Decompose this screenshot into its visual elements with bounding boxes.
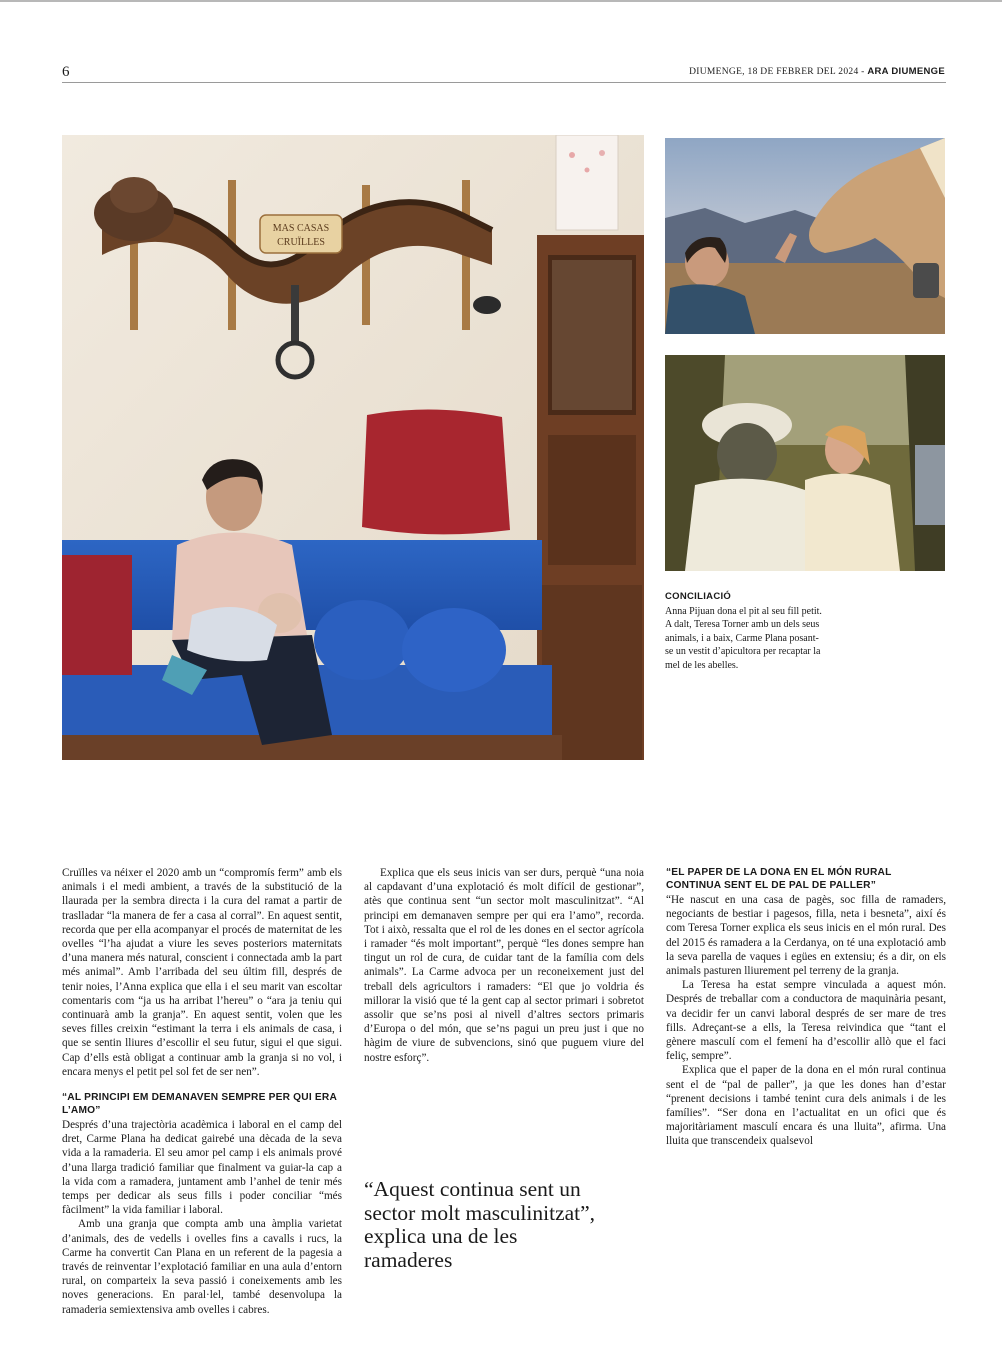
pull-quote: “Aquest continua sent un sector molt masculinitzat”, explica una de les ramaderes	[364, 1177, 596, 1272]
paragraph: Amb una granja que compta amb una àmplia varietat d’animals, des de vedells i ovelles fins a cavalls i rucs, la Carme ha convertit Can Plana en un referent de la pagesia a través de reinventar l’explotació familiar en una aula d’entorn rural, on comparteix la seva passió i coneixements amb les noves generacions. En paral·lel, també desenvolupa la ramaderia semiextensiva amb ovelles i cabres.	[62, 1218, 342, 1316]
main-photo-breastfeeding	[62, 135, 644, 760]
paragraph: La Teresa ha estat sempre vinculada a aquest món. Després de treballar com a conductora de maquinària pesant, va decidir fer un canvi laboral després de ser mare de tres fills. Adreçant-se a ells, la Teresa reivindica que “tant el gènere masculí com el femení ha d’escollir allò que el faci feliç, sempre”.	[666, 979, 946, 1063]
article-column-2	[364, 866, 644, 1065]
photo-beekeeper-suit	[665, 355, 945, 571]
header-rule	[62, 82, 946, 83]
paragraph: Explica que els seus inicis van ser durs, perquè “una noia al capdavant d’una explotació és molt difícil de gestionar”, atès que continua sent “un sector molt masculinitzat”. “Al principi em demanaven sempre per qui era l’amo”, recorda. Tot i això, ressalta que el rol de les dones en el sector agrícola i ramader “és molt important”, perquè “les dones sempre han tingut un rol de cura, de cuidar tant de la família com dels animals”. La Carme advoca per un reconeixement just del treball dels agricultors i ramaders: “El que jo voldria és millorar la visió que té la gent cap al sector primari i sobretot assolir que se’ns posi al nivell d’altres sectors primaris d’Europa o del món, que se’ns pagui un preu just i que no hàgim de viure de subvencions, sinó que puguem viure del nostre esforç”.	[364, 867, 644, 1064]
paragraph: Cruïlles va néixer el 2020 amb un “compromís ferm” amb els animals i el medi ambient, a través de la substitució de la llaurada per la sembra directa i la cura del ramat a partir de traslladar “la manera de fer a casa al corral”. En aquest sentit, recorda que per ella acompanyar el procés de maternitat de les ovelles “l’ha ajudat a viure les seves posteriors maternitats d’una manera més natural, conscient i connectada amb la part més animal”. Amb l’arribada del seu últim fill, després de tenir noies, l’Anna explica que ella i el seu marit van escoltar comentaris com “ja us ha arribat l’hereu” o “ara ja teniu qui continuarà amb la granja”. En aquest sentit, volen que les seves filles creixin “estimant la terra i els animals de casa, i que se sentin lliures d’escollir el seu futur, sigui el que sigui. Cap d’ells està obligat a continuar amb la granja si no vol, i encara menys el petit pel sol fet de ser nen”.	[62, 867, 342, 1078]
dateline	[689, 66, 945, 77]
caption-title: CONCILIACIÓ	[665, 591, 732, 602]
sign-text-line1: MAS CASAS	[272, 223, 330, 234]
article-column-3	[666, 866, 946, 1149]
article-column-1	[62, 866, 342, 1317]
page-number: 6	[62, 64, 70, 80]
paragraph: Explica que el paper de la dona en el món rural continua sent el de “pal de paller”, ja que les dones han d’estar “prenent decisions i també tenint cura dels animals i de les famílies”. “Ser dona en l’actualitat en un ofici que és majoritàriament masculí encara és una lluita”, afirma. Una lluita que transcendeix qualsevol	[666, 1064, 946, 1148]
subheading-2: “EL PAPER DE LA DONA EN EL MÓN RURAL CONTINUA SENT EL DE PAL DE PALLER”	[666, 867, 892, 891]
top-border-rule	[0, 0, 1002, 2]
photo-caption	[665, 590, 825, 672]
caption-text: Anna Pijuan dona el pit al seu fill petit. A dalt, Teresa Torner amb un dels seus animals, i a baix, Carme Plana posant-se un vestit d’apicultora per recaptar la mel de les abelles.	[665, 605, 822, 671]
subheading-1: “AL PRINCIPI EM DEMANAVEN SEMPRE PER QUI ERA L’AMO”	[62, 1092, 337, 1117]
publication-name: ARA DIUMENGE	[867, 66, 945, 77]
sign-text-line2: CRUÏLLES	[277, 237, 325, 248]
paragraph: Després d’una trajectòria acadèmica i laboral en el camp del dret, Carme Plana ha dedicat gairebé una dècada de la seva vida a la ramaderia. El seu amor pel camp i els animals prové d’una llarga tradició familiar que finalment va guiar-la cap a la vida com a ramadera, juntament amb l’anhel de tenir més temps per dedicar als seus fills i poder conciliar “més fàcilment” la vida familiar i laboral.	[62, 1119, 342, 1217]
dateline-date: DIUMENGE, 18 DE FEBRER DEL 2024 -	[689, 67, 865, 77]
photo-woman-with-horse	[665, 138, 945, 334]
paragraph: “He nascut en una casa de pagès, soc filla de ramaders, negociants de bestiar i pagesos, filla, neta i besneta”, així és com Teresa Torner explica els seus inicis en el món rural. Des del 2015 és ramadera a la Cerdanya, on té una explotació amb la seva parella de vaques i egües en extensiu; és a dir, on els animals pasturen lliurement pel terreny de la granja.	[666, 894, 946, 978]
